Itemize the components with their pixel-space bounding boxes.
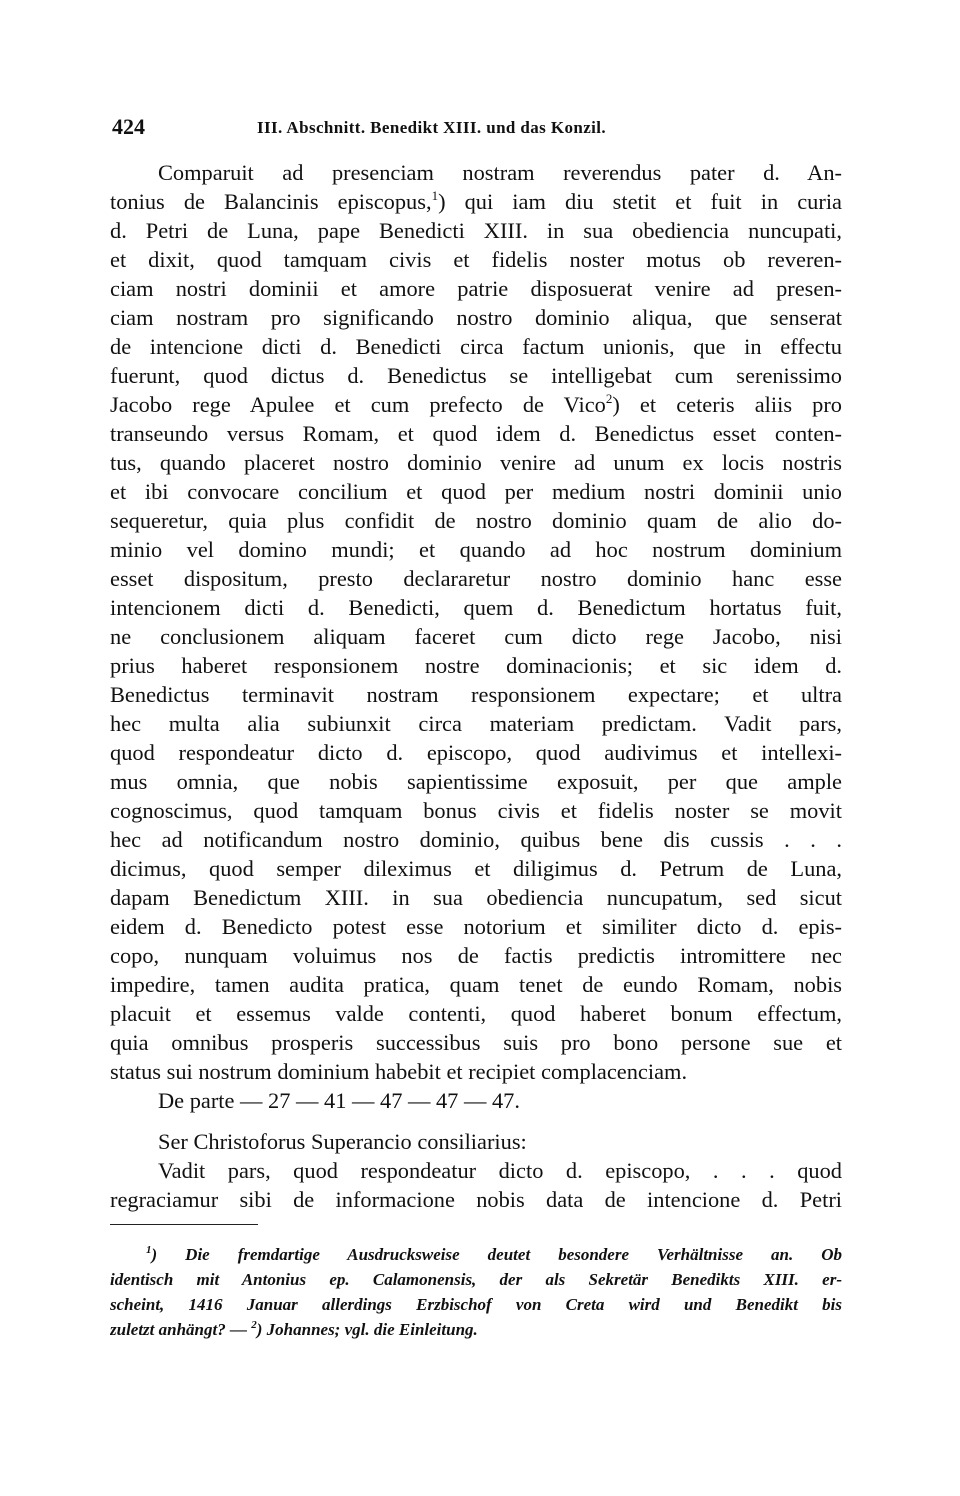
text-segment: ) et ceteris aliis pro xyxy=(612,392,842,417)
text-line: ciam nostri dominii et amore patrie disposuerat venire ad presen- xyxy=(110,276,842,301)
vote-line: De parte — 27 — 41 — 47 — 47 — 47. xyxy=(158,1088,520,1113)
running-head xyxy=(112,112,842,142)
text-line: mus omnia, que nobis sapientissime exposuit, per que ample xyxy=(110,769,842,794)
footnote-line xyxy=(110,1317,842,1342)
text-line: intencionem dicti d. Benedicti, quem d. Benedictum hortatus fuit, xyxy=(110,595,842,620)
footnote-mark: 2 xyxy=(251,1319,257,1331)
speaker-line: Ser Christoforus Superancio consiliarius: xyxy=(158,1129,527,1154)
text-line: transeundo versus Romam, et quod idem d. Benedictus esset conten- xyxy=(110,421,842,446)
text-line: tus, quando placeret nostro dominio venire ad unum ex locis nostris xyxy=(110,450,842,475)
text-line: impedire, tamen audita pratica, quam tenet de eundo Romam, nobis xyxy=(110,972,842,997)
text-line: cognoscimus, quod tamquam bonus civis et fidelis noster se movit xyxy=(110,798,842,823)
text-line: et dixit, quod tamquam civis et fidelis noster motus ob reveren- xyxy=(110,247,842,272)
body-text xyxy=(110,158,842,1214)
text-line: et ibi convocare concilium et quod per medium nostri dominii unio xyxy=(110,479,842,504)
text-line: Vadit pars, quod respondeatur dicto d. episcopo, . . . quod xyxy=(158,1158,842,1183)
text-line: de intencione dicti d. Benedicti circa factum unionis, que in effectu xyxy=(110,334,842,359)
text-line: status sui nostrum dominium habebit et recipiet complacenciam. xyxy=(110,1059,688,1084)
footnote-mark: 1 xyxy=(146,1244,152,1256)
footnote-ref: 1 xyxy=(431,188,439,203)
text-line: hec ad notificandum nostro dominio, quibus bene dis cussis . . . xyxy=(110,827,842,852)
text-segment: Jacobo rege Apulee et cum prefecto de Vico xyxy=(110,392,606,417)
text-line: fuerunt, quod dictus d. Benedictus se intelligebat cum serenissimo xyxy=(110,363,842,388)
footnote-line xyxy=(110,1242,842,1267)
text-line: eidem d. Benedicto potest esse notorium et similiter dicto d. epis- xyxy=(110,914,842,939)
text-line: sequeretur, quia plus confidit de nostro dominio quam de alio do- xyxy=(110,508,842,533)
text-line: hec multa alia subiunxit circa materiam predictam. Vadit pars, xyxy=(110,711,842,736)
footnote-line: scheint, 1416 Januar allerdings Erzbischof von Creta wird und Benedikt bis xyxy=(110,1295,842,1314)
footnote-segment: zuletzt anhängt? — xyxy=(110,1320,252,1339)
text-line xyxy=(110,187,842,216)
text-line: d. Petri de Luna, pape Benedicti XIII. in sua obediencia nuncupati, xyxy=(110,218,842,243)
paragraph-gap xyxy=(110,1115,842,1127)
text-line: prius haberet responsionem nostre dominacionis; et sic idem d. xyxy=(110,653,842,678)
text-line: quia omnibus prosperis successibus suis pro bono persone sue et xyxy=(110,1030,842,1055)
text-line: dapam Benedictum XIII. in sua obediencia nuncupatum, sed sicut xyxy=(110,885,842,910)
footnote-rule xyxy=(110,1224,258,1225)
text-line: quod respondeatur dicto d. episcopo, quod audivimus et intellexi- xyxy=(110,740,842,765)
text-line: placuit et essemus valde contenti, quod haberet bonum effectum, xyxy=(110,1001,842,1026)
text-line: copo, nunquam voluimus nos de factis predictis intromittere nec xyxy=(110,943,842,968)
text-line: ciam nostram pro significando nostro dominio aliqua, que senserat xyxy=(110,305,842,330)
text-line: dicimus, quod semper dileximus et diligimus d. Petrum de Luna, xyxy=(110,856,842,881)
text-segment: ) qui iam diu stetit et fuit in curia xyxy=(438,189,842,214)
footnotes xyxy=(110,1242,842,1342)
footnote-ref: 2 xyxy=(605,391,613,406)
footnote-segment: ) Johannes; vgl. die Einleitung. xyxy=(256,1320,478,1339)
text-line: regraciamur sibi de informacione nobis data de intencione d. Petri xyxy=(110,1187,842,1212)
footnote-segment: ) Die fremdartige Ausdrucksweise deutet besondere Verhältnisse an. Ob xyxy=(151,1245,842,1264)
running-title: III. Abschnitt. Benedikt XIII. und das Konzil. xyxy=(257,118,607,137)
text-segment: tonius de Balancinis episcopus, xyxy=(110,189,432,214)
text-line xyxy=(110,390,842,419)
text-line: Comparuit ad presenciam nostram reverendus pater d. An- xyxy=(158,160,842,185)
text-line: minio vel domino mundi; et quando ad hoc nostrum dominium xyxy=(110,537,842,562)
footnote-line: identisch mit Antonius ep. Calamonensis, der als Sekretär Benedikts XIII. er- xyxy=(110,1270,842,1289)
page-number: 424 xyxy=(112,114,145,139)
text-line: esset dispositum, presto declararetur nostro dominio hanc esse xyxy=(110,566,842,591)
text-line: Benedictus terminavit nostram responsionem expectare; et ultra xyxy=(110,682,842,707)
text-line: ne conclusionem aliquam faceret cum dicto rege Jacobo, nisi xyxy=(110,624,842,649)
